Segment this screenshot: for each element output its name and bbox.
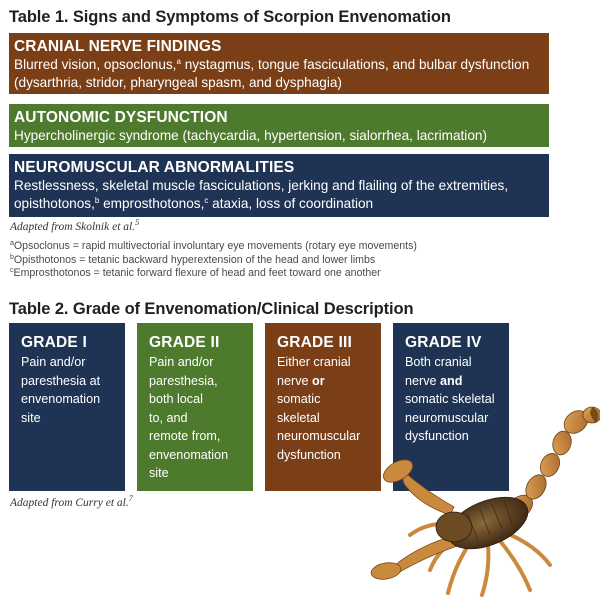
cranial-nerve-heading: CRANIAL NERVE FINDINGS [14, 38, 222, 55]
neuromuscular-heading: NEUROMUSCULAR ABNORMALITIES [14, 159, 295, 176]
grade-4-desc: Both cranial nerve and somatic skeletal neuromuscular dysfunction [405, 355, 495, 443]
grade-2-desc: Pain and/or paresthesia, both local to, and remote from, envenomation site [149, 355, 229, 480]
neuromuscular-text: Restlessness, skeletal muscle fasciculations, jerking and flailing of the extremities, opisthotonos,$^b$ emprosthotonos,$^c$ ataxia, loss of coordination [14, 178, 509, 211]
grade-3-title: GRADE III [277, 334, 353, 351]
grade-3-card [265, 323, 381, 491]
grade-3-desc: Either cranial nerve or somatic skeletal neuromuscular dysfunction [277, 355, 361, 462]
grade-1-card [9, 323, 125, 491]
grade-4-title: GRADE IV [405, 334, 482, 351]
autonomic-text: Hypercholinergic syndrome (tachycardia, hypertension, sialorrhea, lacrimation) [14, 128, 487, 143]
autonomic-band [9, 104, 549, 147]
footnote-a: $^a$Opsoclonus = rapid multivectorial involuntary eye movements (rotary eye movements) [10, 240, 417, 252]
grade-2-title: GRADE II [149, 334, 220, 351]
cranial-nerve-text: Blurred vision, opsoclonus,$^a$ nystagmus, tongue fasciculations, and bulbar dysfunction (dysarthria, stridor, pharyngeal spasm, and dysphagia) [14, 57, 530, 90]
autonomic-heading: AUTONOMIC DYSFUNCTION [14, 109, 228, 126]
table2-credit: Adapted from Curry et al.$^7$ [10, 494, 133, 509]
table1-credit: Adapted from Skolnik et al.$^5$ [10, 218, 140, 233]
grade-1-desc: Pain and/or paresthesia at envenomation site [21, 355, 101, 425]
grade-2-card [137, 323, 253, 491]
footnote-b: $^b$Opisthotonos = tetanic backward hyperextension of the head and lower limbs [10, 253, 376, 266]
neuromuscular-band [9, 154, 549, 217]
footnote-c: $^c$Emprosthotonos = tetanic forward flexure of head and feet toward one another [10, 267, 381, 279]
grade-1-title: GRADE I [21, 334, 87, 351]
cranial-nerve-band [9, 33, 549, 94]
table2-title: Table 2. Grade of Envenomation/Clinical Description [9, 300, 414, 318]
scorpion-image [370, 395, 600, 599]
footnotes [10, 240, 417, 281]
table1-title: Table 1. Signs and Symptoms of Scorpion Envenomation [9, 8, 451, 26]
